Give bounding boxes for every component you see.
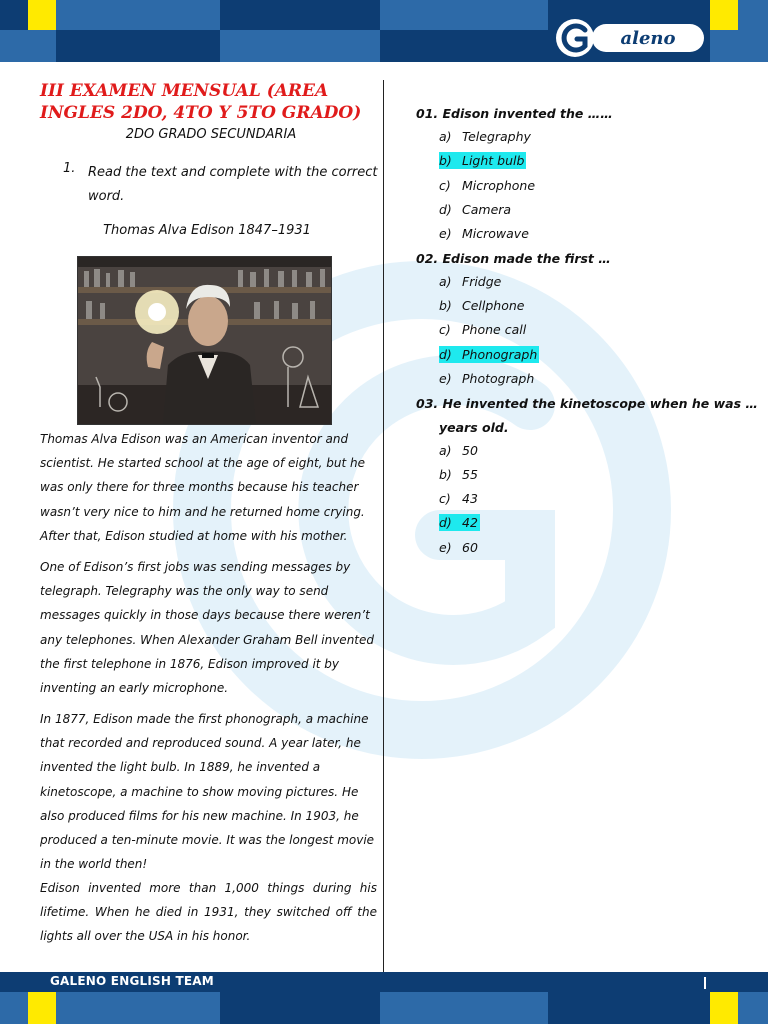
instruction-text: Read the text and complete with the correct word. [88, 165, 378, 204]
answer-option: c) Phone call [439, 322, 527, 337]
answer-option-selected: d) Phonograph [439, 347, 538, 362]
question-3-continuation: years old. [439, 420, 509, 435]
answer-option: b) 55 [439, 467, 478, 482]
yellow-block-right [710, 0, 738, 30]
grade-level: 2DO GRADO SECUNDARIA [125, 127, 297, 142]
question-3: 03. He invented the kinetoscope when he was … [416, 396, 758, 411]
column-divider [383, 80, 384, 972]
answer-option: a) 50 [439, 443, 478, 458]
question-2: 02. Edison made the first … [416, 251, 611, 266]
header-banner [0, 0, 768, 62]
answer-option: e) 60 [439, 540, 478, 555]
article-paragraph-2: One of Edison’s first jobs was sending messages by telegraph. Telegraphy was the only way to send messages quickly in those days because there weren’t any telephones. When Alexander Graham Bell invented the first telephone in 1876, Edison improved it by inventing an early microphone. [40, 560, 375, 696]
answer-option: b) Cellphone [439, 298, 525, 313]
answer-option: e) Photograph [439, 371, 535, 386]
yellow-block-left [28, 0, 56, 30]
answer-option-selected: d) 42 [439, 515, 478, 530]
answer-option: e) Microwave [439, 226, 529, 241]
article-title: Thomas Alva Edison 1847–1931 [103, 223, 311, 238]
footer-separator [704, 977, 706, 989]
answer-option: c) Microphone [439, 178, 536, 193]
exam-title: III EXAMEN MENSUAL (AREA INGLES 2DO, 4TO Y 5TO GRADO) [40, 81, 362, 123]
question-1: 01. Edison invented the …… [416, 106, 613, 121]
article-paragraph-3: In 1877, Edison made the first phonograph, a machine that recorded and reproduced sound. A year later, he invented the light bulb. In 1889, he invented a kinetoscope, a machine to show moving pictures. He also produced films for his new machine. In 1903, he produced a ten-minute movie. It was the longest movie in the world then! [40, 712, 375, 872]
answer-option-selected: b) Light bulb [439, 153, 525, 168]
answer-option: c) 43 [439, 491, 478, 506]
svg-text:aleno: aleno [620, 28, 676, 49]
galeno-logo [548, 10, 710, 62]
instruction-number: 1. [63, 161, 76, 176]
answer-option: a) Fridge [439, 274, 502, 289]
answer-option: a) Telegraphy [439, 129, 531, 144]
answer-option: d) Camera [439, 202, 512, 217]
edison-portrait-image [77, 256, 332, 425]
footer-team-label: GALENO ENGLISH TEAM [50, 974, 214, 988]
article-paragraph-4: Edison invented more than 1,000 things during his lifetime. When he died in 1931, they switched off the lights all over the USA in his honor. [40, 881, 377, 944]
article-paragraph-1: Thomas Alva Edison was an American inventor and scientist. He started school at the age of eight, but he was only there for three months because his teacher wasn’t very nice to him and he returned home crying. After that, Edison studied at home with his mother. [40, 432, 366, 543]
